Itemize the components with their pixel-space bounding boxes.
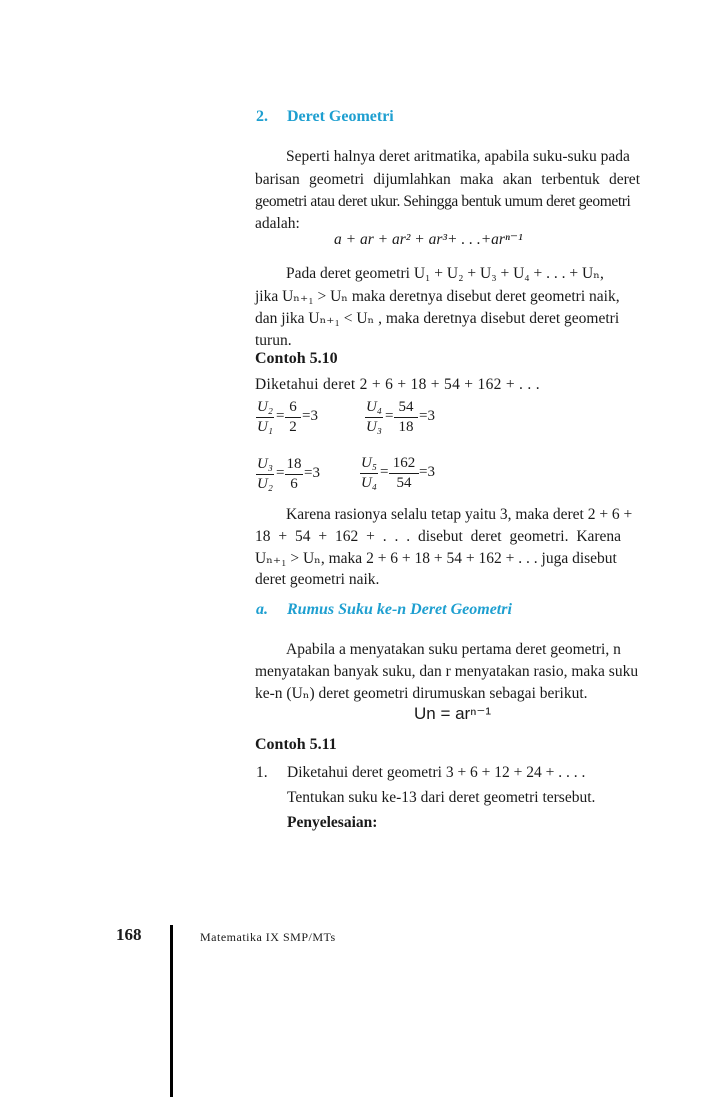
subsection-title: Rumus Suku ke-n Deret Geometri	[287, 601, 512, 618]
fraction-denominator: U₂	[256, 476, 274, 492]
footer-divider	[170, 925, 173, 1097]
fraction-numerator: 54	[398, 399, 414, 415]
fraction-result: =3	[419, 464, 435, 480]
fraction-u5-u4	[360, 455, 378, 492]
fraction-u4-u3	[365, 399, 383, 436]
example-2-item-number: 1.	[256, 764, 268, 781]
section-title: Deret Geometri	[287, 108, 394, 125]
book-title: Matematika IX SMP/MTs	[200, 930, 336, 944]
fraction-numerator: 6	[289, 399, 297, 415]
fraction-denominator: 18	[398, 419, 414, 435]
para3-line-2: menyatakan banyak suku, dan r menyatakan rasio, maka suku	[255, 663, 639, 680]
intro-line-2: barisan geometri dijumlahkan maka akan terbentuk deret	[255, 171, 640, 188]
fraction-u2-u1	[256, 399, 274, 436]
fraction-54-18	[394, 399, 418, 436]
para2-line-4: turun.	[255, 332, 292, 349]
para3-line-3: ke-n (Uₙ) deret geometri dirumuskan sebagai berikut.	[255, 685, 588, 702]
fraction-denominator: U₁	[256, 419, 274, 435]
intro-line-1: Seperti halnya deret aritmatika, apabila suku-suku pada	[286, 148, 630, 165]
general-form: a + ar + ar² + ar³+ . . .+arⁿ⁻¹	[334, 231, 523, 248]
fraction-denominator: U₃	[365, 419, 383, 435]
fraction-result: =3	[302, 408, 318, 424]
fraction-u3-u2	[256, 456, 274, 493]
equals-sign: =	[385, 408, 394, 424]
conclusion-line-4: deret geometri naik.	[255, 571, 380, 588]
fraction-numerator: 18	[286, 456, 302, 472]
page-number: 168	[116, 925, 142, 944]
fraction-numerator: U₄	[365, 399, 383, 415]
fraction-denominator: U₄	[360, 475, 378, 491]
fraction-6-2	[285, 399, 301, 436]
para2-line-1: Pada deret geometri U₁ + U₂ + U₃ + U₄ + . . . + Uₙ,	[286, 265, 604, 282]
example-2-title: Contoh 5.11	[255, 736, 337, 753]
fraction-numerator: U₅	[360, 455, 378, 471]
example-1-title: Contoh 5.10	[255, 350, 338, 367]
fraction-numerator: U₂	[256, 399, 274, 415]
subsection-letter: a.	[256, 601, 268, 618]
example-2-statement: Diketahui deret geometri 3 + 6 + 12 + 24 + . . . .	[287, 764, 586, 781]
para2-line-2: jika Uₙ₊₁ > Uₙ maka deretnya disebut deret geometri naik,	[255, 288, 620, 305]
example-1-statement: Diketahui deret 2 + 6 + 18 + 54 + 162 + . . .	[255, 376, 540, 393]
fraction-18-6	[285, 456, 303, 493]
conclusion-line-2: 18 + 54 + 162 + . . . disebut deret geometri. Karena	[255, 528, 622, 545]
equals-sign: =	[380, 464, 389, 480]
intro-line-3: geometri atau deret ukur. Sehingga bentuk umum deret geometri	[255, 193, 631, 210]
equals-sign: =	[276, 465, 285, 481]
fraction-denominator: 2	[289, 419, 297, 435]
fraction-numerator: U₃	[256, 456, 274, 472]
fraction-denominator: 54	[396, 475, 412, 491]
section-number: 2.	[256, 108, 268, 125]
para2-line-3: dan jika Uₙ₊₁ < Uₙ , maka deretnya disebut deret geometri	[255, 310, 620, 327]
example-2-task: Tentukan suku ke-13 dari deret geometri tersebut.	[287, 789, 596, 806]
conclusion-line-1: Karena rasionya selalu tetap yaitu 3, maka deret 2 + 6 +	[286, 506, 633, 523]
fraction-result: =3	[419, 408, 435, 424]
fraction-denominator: 6	[290, 476, 298, 492]
fraction-result: =3	[304, 465, 320, 481]
equals-sign: =	[276, 408, 285, 424]
formula-un: Un = arⁿ⁻¹	[414, 704, 492, 723]
solution-label: Penyelesaian:	[287, 814, 378, 831]
conclusion-line-3: Uₙ₊₁ > Uₙ, maka 2 + 6 + 18 + 54 + 162 + . . . juga disebut	[255, 550, 617, 567]
fraction-numerator: 162	[392, 455, 416, 471]
intro-line-4: adalah:	[255, 215, 300, 232]
para3-line-1: Apabila a menyatakan suku pertama deret geometri, n	[286, 641, 621, 658]
fraction-162-54	[389, 455, 419, 492]
